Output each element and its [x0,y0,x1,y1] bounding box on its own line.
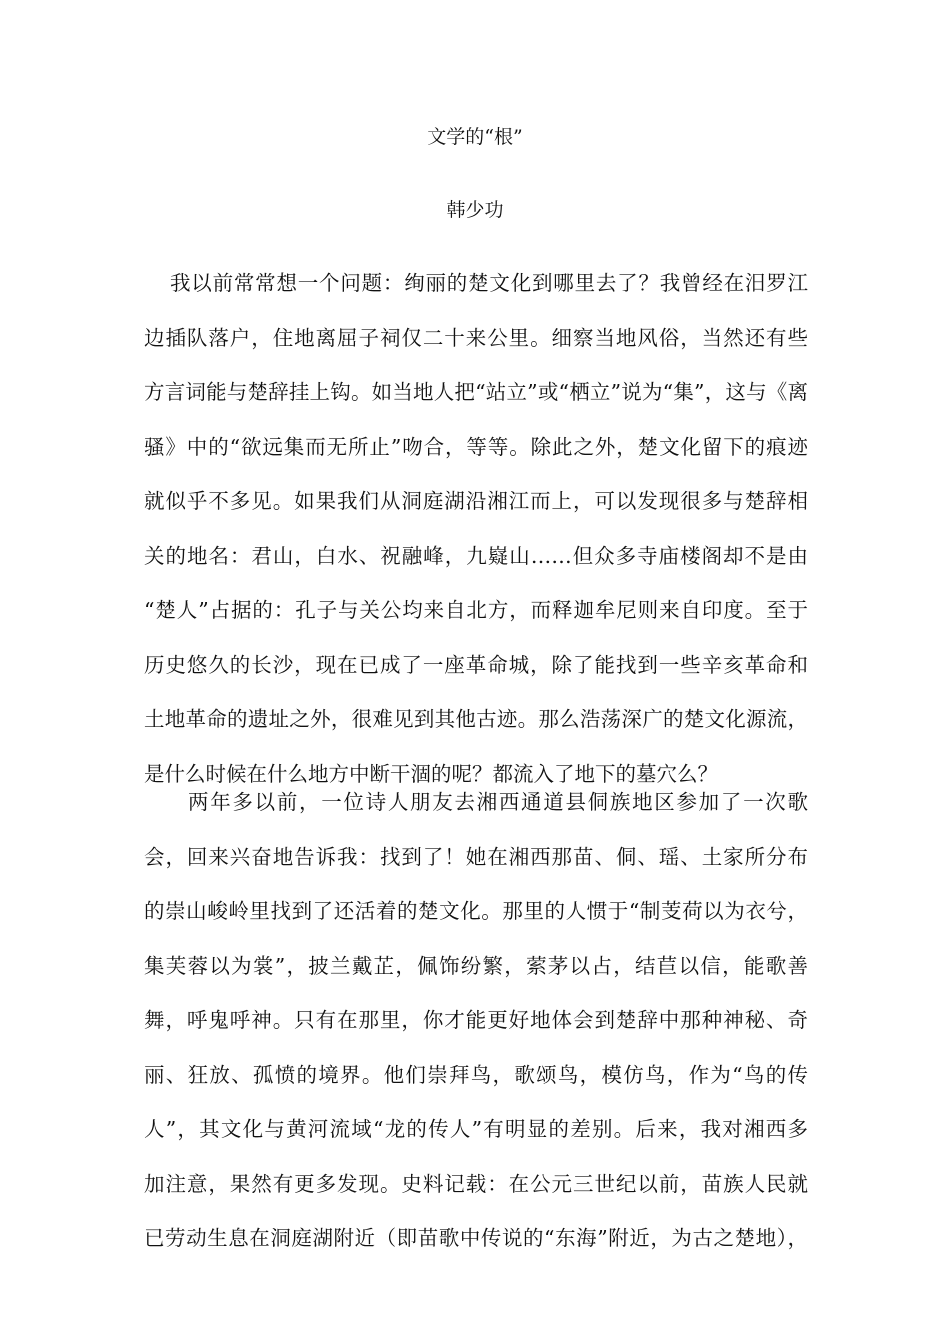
paragraph-line: 是什么时候在什么地方中断干涸的呢？都流入了地下的墓穴么？ [144,761,718,786]
paragraph-line: 土地革命的遗址之外，很难见到其他古迹。那么浩荡深广的楚文化源流， [144,707,808,731]
paragraph-line: 方言词能与楚辞挂上钩。如当地人把“站立”或“栖立”说为“集”，这与《离 [144,380,808,404]
paragraph-line: 会，回来兴奋地告诉我：找到了！她在湘西那苗、侗、瑶、土家所分布 [144,844,808,869]
paragraph-1 [144,256,808,801]
paragraph-line: 我以前常常想一个问题：绚丽的楚文化到哪里去了？我曾经在汨罗江 [170,271,808,295]
document-author: 韩少功 [446,199,504,221]
paragraph-line: 两年多以前，一位诗人朋友去湘西通道县侗族地区参加了一次歌 [188,790,808,814]
paragraph-line: 历史悠久的长沙，现在已成了一座革命城，除了能找到一些辛亥革命和 [144,652,808,677]
paragraph-2 [144,775,808,1266]
document-title: 文学的“根” [427,126,523,148]
paragraph-line: 边插队落户，住地离屈子祠仅二十来公里。细察当地风俗，当然还有些 [144,325,808,350]
paragraph-line: 丽、狂放、孤愤的境界。他们崇拜鸟，歌颂鸟，模仿鸟，作为“鸟的传 [144,1062,808,1087]
paragraph-line: 加注意，果然有更多发现。史料记载：在公元三世纪以前，苗族人民就 [144,1171,808,1196]
paragraph-line: 舞，呼鬼呼神。只有在那里，你才能更好地体会到楚辞中那种神秘、奇 [144,1008,808,1032]
paragraph-line: 集芙蓉以为裳”，披兰戴芷，佩饰纷繁，萦茅以占，结苣以信，能歌善 [144,953,808,978]
paragraph-line: 就似乎不多见。如果我们从洞庭湖沿湘江而上，可以发现很多与楚辞相 [144,489,808,513]
paragraph-line: 已劳动生息在洞庭湖附近（即苗歌中传说的“东海”附近，为古之楚地）， [144,1226,808,1250]
paragraph-line: 关的地名：君山，白水、祝融峰，九嶷山……但众多寺庙楼阁却不是由 [144,543,808,568]
paragraph-line: “楚人”占据的：孔子与关公均来自北方，而释迦牟尼则来自印度。至于 [144,598,808,622]
paragraph-line: 骚》中的“欲远集而无所止”吻合，等等。除此之外，楚文化留下的痕迹 [144,434,808,459]
paragraph-line: 的崇山峻岭里找到了还活着的楚文化。那里的人惯于“制芰荷以为衣兮， [144,899,808,923]
paragraph-line: 人”，其文化与黄河流域“龙的传人”有明显的差别。后来，我对湘西多 [144,1117,808,1141]
